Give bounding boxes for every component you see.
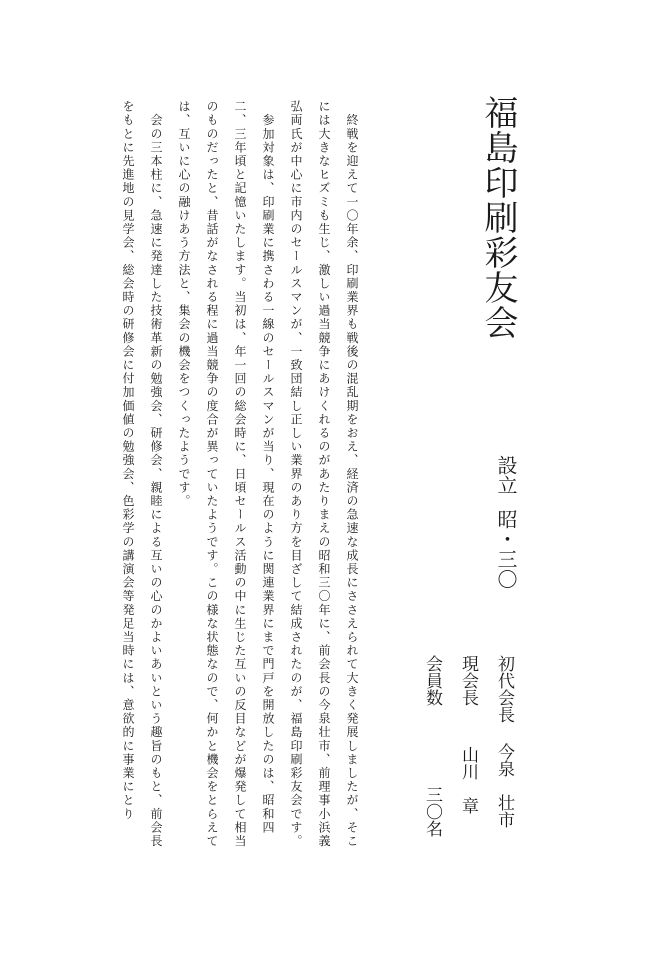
founding-chair-name: 今泉 壮市 (494, 743, 514, 828)
established-year: 昭・三〇 (494, 509, 518, 589)
members-label: 会員数 (422, 655, 442, 706)
body-paragraph-3: 会の三本柱に、急速に発達した技術革新の勉強会、研修会、親睦による互いの心のかよいあいという趣旨のもと、前会長をもとに先進地の見学会、総会時の研修会に付加価値の勉強会、色彩学の講演会等発足当時には、意欲的に事業にとり (121, 100, 163, 848)
current-chair-label: 現会長 (458, 655, 478, 706)
body-paragraph-1: 終戦を迎えて一〇年余、印刷業界も戦後の混乱期をおえ、経済の急速な成長にささえられて大きく発展しましたが、そこには大きなヒズミも生じ、激しい過当競争にあけくれるのがあたりまえの昭和三〇年に、前会長の今泉壮市、前理事小浜義弘両氏が中心に市内のセールスマンが、一致団結し正しい業界のあり方を目ざして結成されたのが、福島印刷彩友会です。 (289, 100, 359, 848)
member-count-row (414, 655, 450, 837)
current-chair-name: 山川 章 (458, 746, 478, 814)
members-count: 三〇名 (422, 786, 442, 837)
established-label: 設立 (494, 455, 518, 495)
officers-block (414, 655, 522, 837)
current-chair-row (450, 655, 486, 837)
founding-chair-row (486, 655, 522, 837)
body-paragraph-2: 参加対象は、印刷業に携さわる一線のセールスマンが当り、現在のように関連業界にまで門戸を開放したのは、昭和四二、三年頃と記憶いたします。当初は、年一回の総会時に、日頃セールス活動の中に生じた互いの反目などが爆発して相当のものだったと、昔話がなされる程に過当競争の度合が異っていたようです。この様な状態なので、何かと機会をとらえては、互いに心の融けあう方法と、集会の機会をつくったようです。 (177, 100, 275, 848)
org-title: 福島印刷彩友会 (478, 95, 518, 340)
established-line (494, 455, 518, 589)
body-text (86, 100, 366, 860)
founding-chair-label: 初代会長 (494, 655, 514, 723)
